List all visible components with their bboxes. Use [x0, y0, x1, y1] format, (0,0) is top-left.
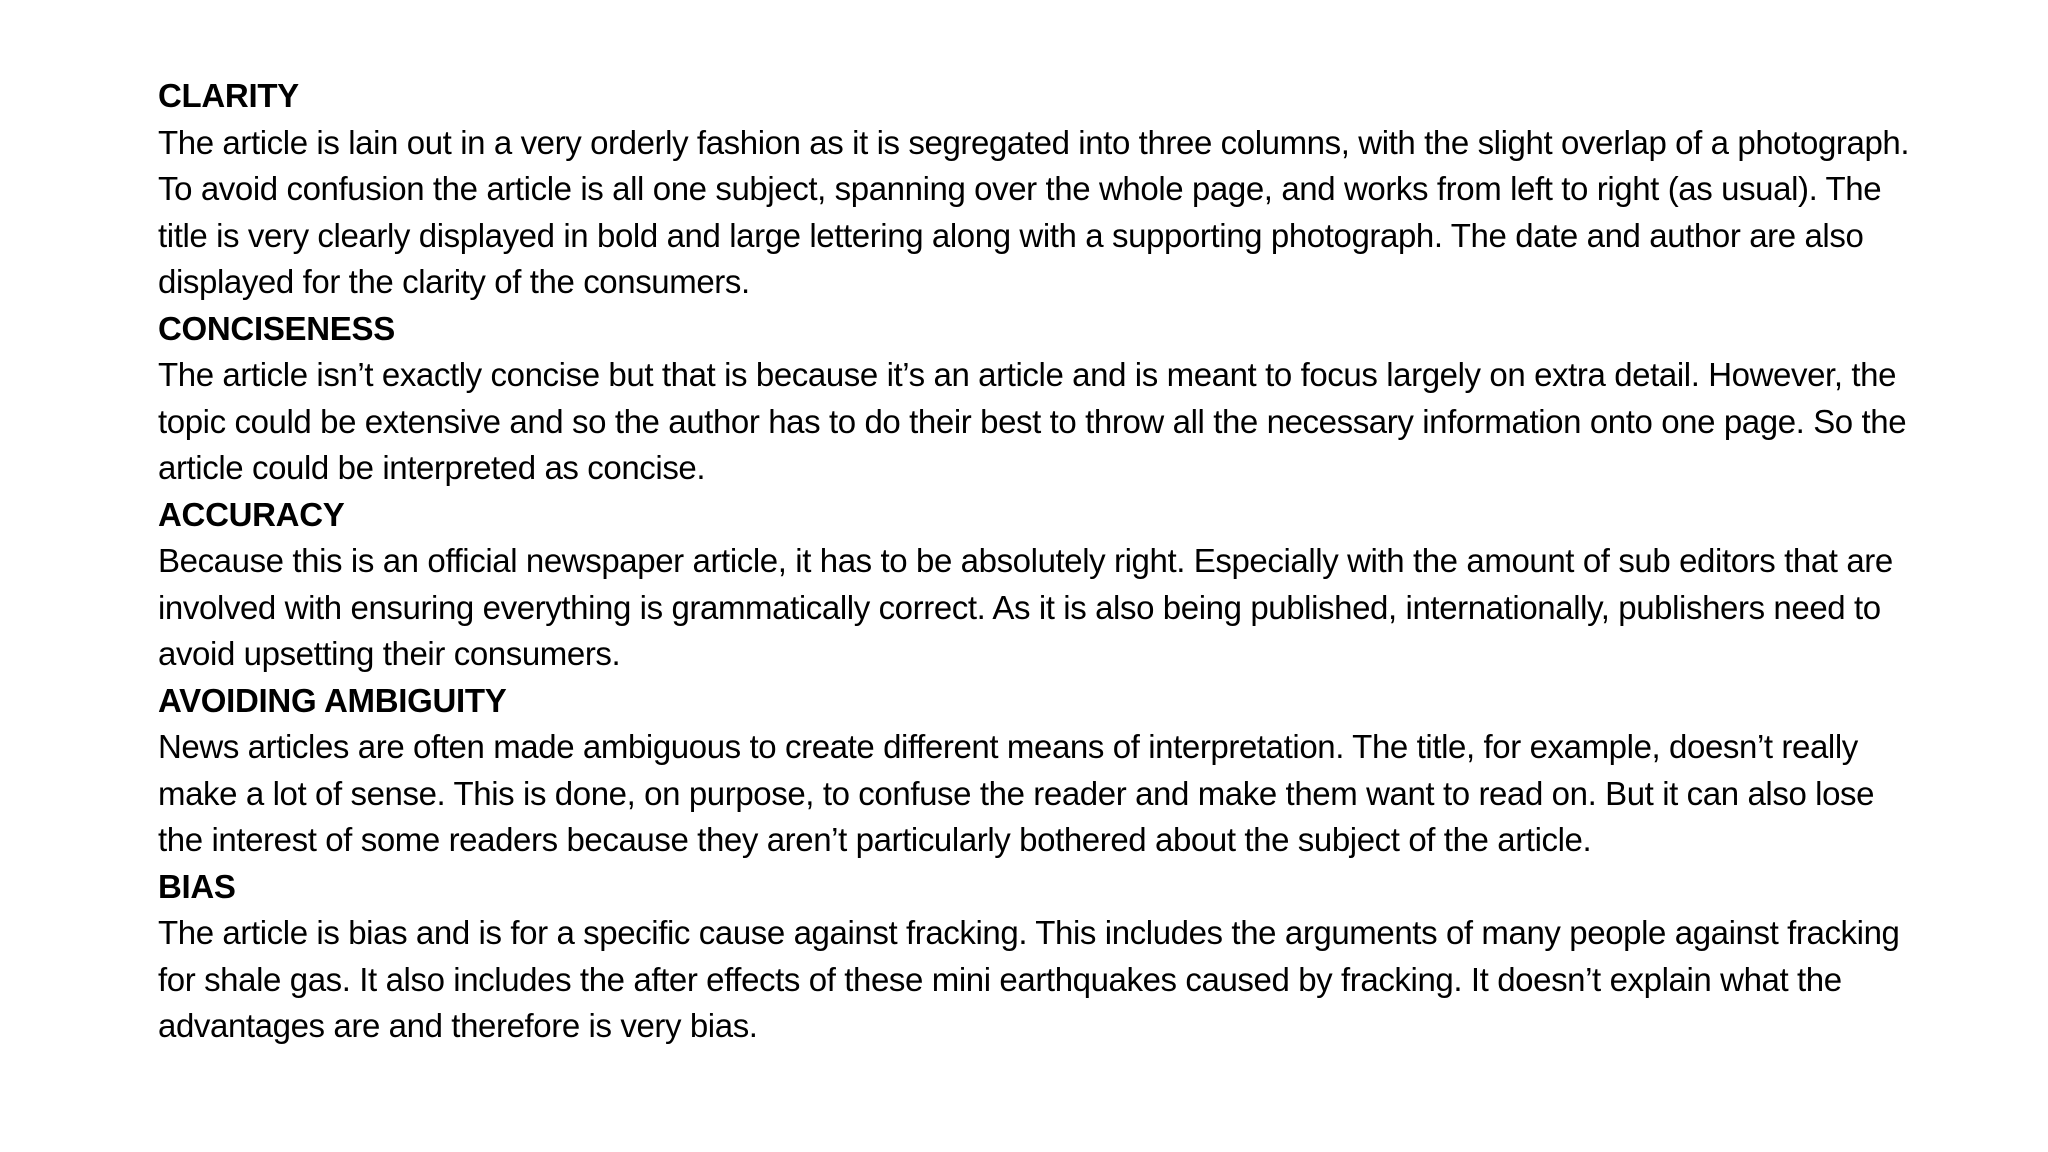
body-accuracy: Because this is an official newspaper article, it has to be absolutely right. Especially with the amount of sub editors that are involved with ensuring everything is grammatically correct. As it is also being published, internationally, publishers need to avoid upsetting their consumers.: [158, 542, 1893, 672]
slide-content: [158, 73, 1918, 1050]
heading-clarity: CLARITY: [158, 77, 299, 114]
heading-avoiding-ambiguity: AVOIDING AMBIGUITY: [158, 681, 507, 719]
body-bias: The article is bias and is for a specific cause against fracking. This includes the arguments of many people against fracking for shale gas. It also includes the after effects of these mini earthquakes caused by fracking. It doesn’t explain what the advantages are and therefore is very bias.: [158, 914, 1900, 1044]
heading-conciseness: CONCISENESS: [158, 309, 395, 347]
heading-accuracy: ACCURACY: [158, 495, 345, 533]
body-conciseness: The article isn’t exactly concise but that is because it’s an article and is meant to focus largely on extra detail. However, the topic could be extensive and so the author has to do their best to throw all the necessary information onto one page. So the article could be interpreted as concise.: [158, 356, 1907, 486]
heading-bias: BIAS: [158, 867, 236, 905]
body-clarity: The article is lain out in a very orderly fashion as it is segregated into three columns, with the slight overlap of a photograph. To avoid confusion the article is all one subject, spanning over the whole page, and works from left to right (as usual). The title is very clearly displayed in bold and large lettering along with a supporting photograph. The date and author are also displayed for the clarity of the consumers.: [158, 123, 1910, 300]
body-avoiding-ambiguity: News articles are often made ambiguous to create different means of interpretation. The title, for example, doesn’t really make a lot of sense. This is done, on purpose, to confuse the reader and make them want to read on. But it can also lose the interest of some readers because they aren’t particularly bothered about the subject of the article.: [158, 728, 1875, 858]
